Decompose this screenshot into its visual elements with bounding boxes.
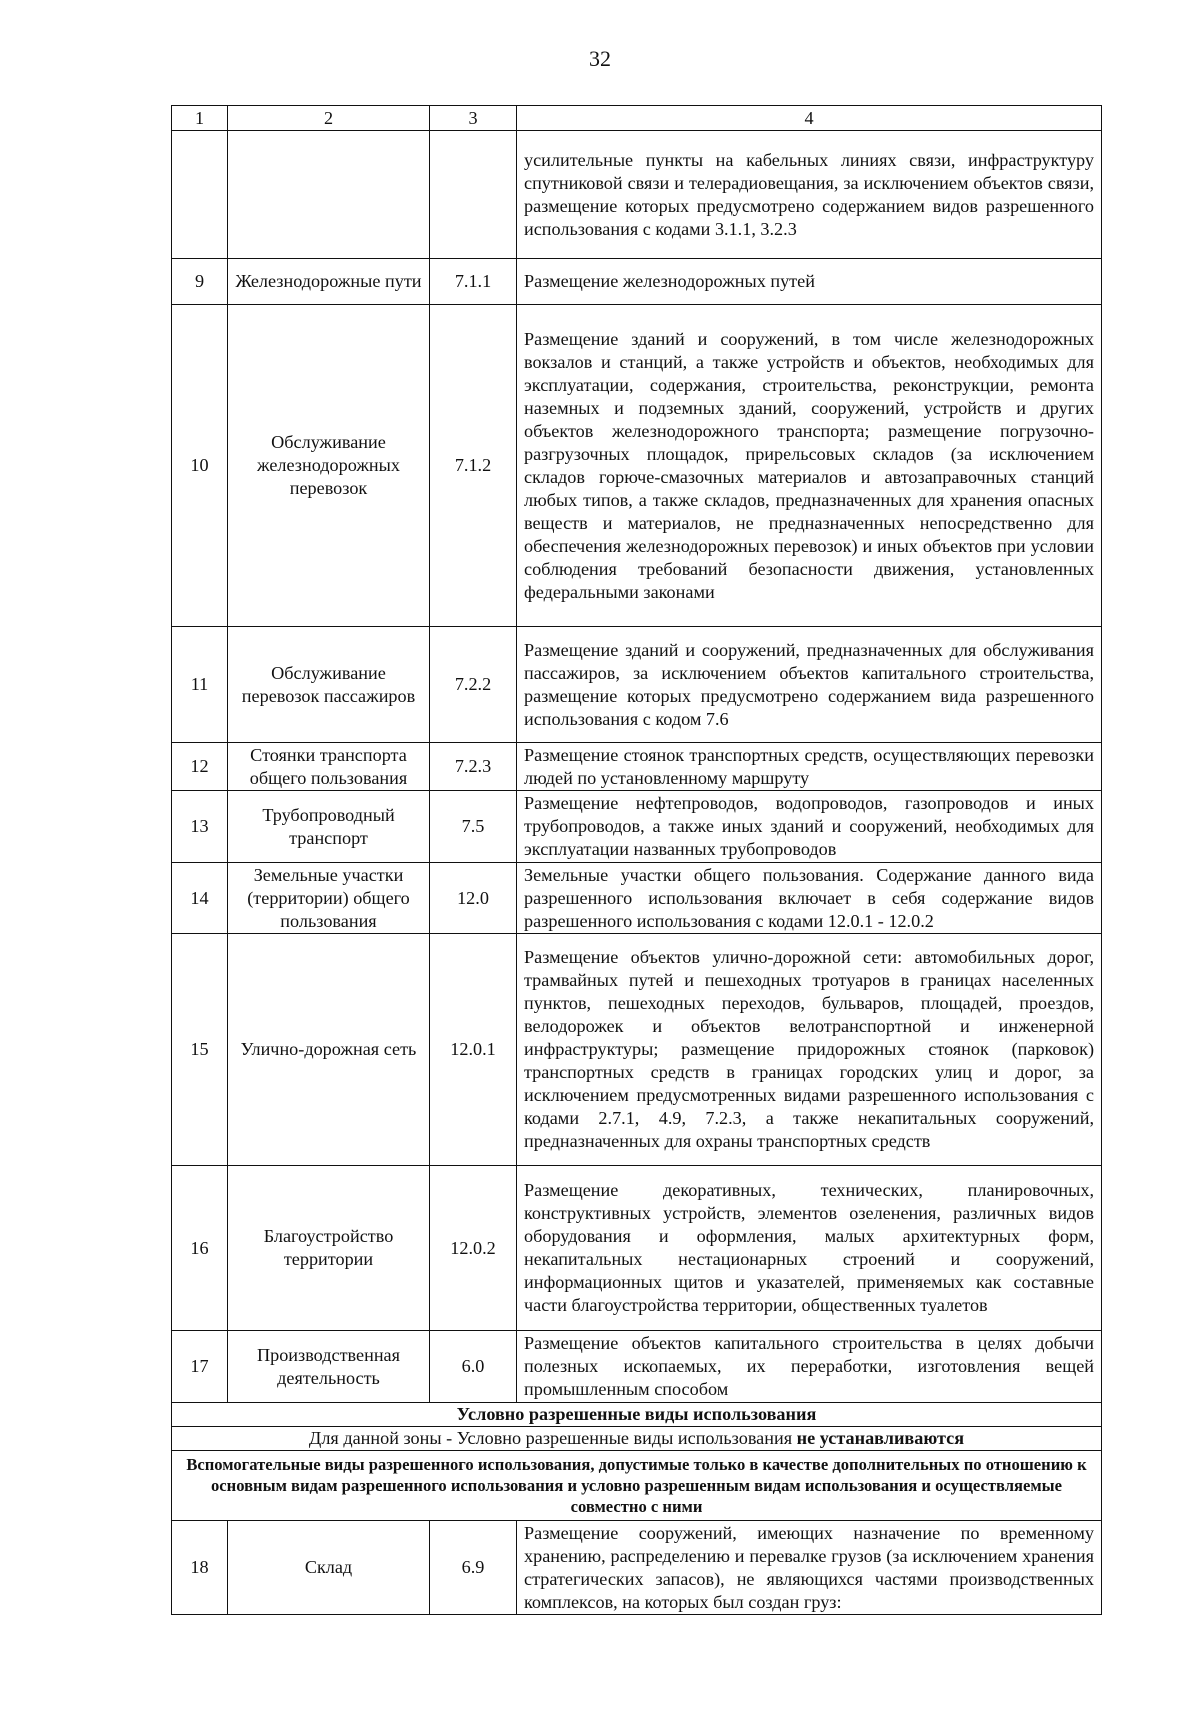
row-code: 7.2.3 <box>430 743 517 791</box>
table-row-continued <box>172 131 1102 259</box>
table-header-row <box>172 106 1102 131</box>
column-header-2: 2 <box>228 106 430 131</box>
row-name: Обслуживание перевозок пассажиров <box>228 627 430 743</box>
row-number: 10 <box>172 305 228 627</box>
row-code: 7.2.2 <box>430 627 517 743</box>
row-description: Размещение сооружений, имеющих назначение по временному хранению, распределению и перевалке грузов (за исключением хранения стратегических запасов), не являющихся частями производственных комплексов, на которых был создан груз: <box>517 1521 1102 1615</box>
row-name: Производственная деятельность <box>228 1331 430 1403</box>
table-row <box>172 934 1102 1166</box>
row-number: 14 <box>172 863 228 934</box>
row-name: Улично-дорожная сеть <box>228 934 430 1166</box>
row-description: Размещение объектов капитального строительства в целях добычи полезных ископаемых, их переработки, изготовления вещей промышленным способом <box>517 1331 1102 1403</box>
table-row <box>172 259 1102 305</box>
table-row <box>172 743 1102 791</box>
row-description: Размещение декоративных, технических, планировочных, конструктивных устройств, элементов озеленения, различных видов оборудования и оформления, малых архитектурных форм, некапитальных нестационарных строений и сооружений, информационных щитов и указателей, применяемых как составные части благоустройства территории, общественных туалетов <box>517 1166 1102 1331</box>
row-description: усилительные пункты на кабельных линиях связи, инфраструктуру спутниковой связи и телерадиовещания, за исключением объектов связи, размещение которых предусмотрено содержанием видов разрешенного использования с кодами 3.1.1, 3.2.3 <box>517 131 1102 259</box>
row-number: 17 <box>172 1331 228 1403</box>
row-code: 12.0.2 <box>430 1166 517 1331</box>
row-code: 6.0 <box>430 1331 517 1403</box>
row-name: Благоустройство территории <box>228 1166 430 1331</box>
row-number: 9 <box>172 259 228 305</box>
row-description: Земельные участки общего пользования. Содержание данного вида разрешенного использования включает в себя содержание видов разрешенного использования с кодами 12.0.1 - 12.0.2 <box>517 863 1102 934</box>
note-emphasis: не устанавливаются <box>796 1428 965 1448</box>
table-row <box>172 1166 1102 1331</box>
column-header-3: 3 <box>430 106 517 131</box>
table-row <box>172 627 1102 743</box>
row-number: 12 <box>172 743 228 791</box>
row-description: Размещение железнодорожных путей <box>517 259 1102 305</box>
section-note-row <box>172 1427 1102 1451</box>
row-name: Трубопроводный транспорт <box>228 791 430 863</box>
section-auxiliary-heading: Вспомогательные виды разрешенного использования, допустимые только в качестве дополнительных по отношению к основным видам разрешенного использования и условно разрешенным видам использования и осуществляемые совместно с ними <box>172 1451 1102 1521</box>
row-description: Размещение объектов улично-дорожной сети: автомобильных дорог, трамвайных путей и пешеходных тротуаров в границах населенных пунктов, пешеходных переходов, бульваров, площадей, проездов, велодорожек и объектов велотранспортной и инженерной инфраструктуры; размещение придорожных стоянок (парковок) транспортных средств в границах городских улиц и дорог, за исключением предусмотренных видами разрешенного использования с кодами 2.7.1, 4.9, 7.2.3, а также некапитальных сооружений, предназначенных для охраны транспортных средств <box>517 934 1102 1166</box>
table-row <box>172 1521 1102 1615</box>
section-heading-row <box>172 1403 1102 1427</box>
table-row <box>172 791 1102 863</box>
row-name: Стоянки транспорта общего пользования <box>228 743 430 791</box>
row-code: 7.5 <box>430 791 517 863</box>
row-description: Размещение зданий и сооружений, в том числе железнодорожных вокзалов и станций, а также устройств и объектов, необходимых для эксплуатации, содержания, строительства, реконструкции, ремонта наземных и подземных зданий, сооружений, устройств и других объектов железнодорожного транспорта; размещение погрузочно-разгрузочных площадок, прирельсовых складов (за исключением складов горюче-смазочных материалов и автозаправочных станций любых типов, а также складов, предназначенных для хранения опасных веществ и материалов, не предназначенных непосредственно для обеспечения железнодорожных перевозок) и иных объектов при условии соблюдения требований безопасности движения, установленных федеральными законами <box>517 305 1102 627</box>
row-number: 13 <box>172 791 228 863</box>
section-conditional-note <box>172 1427 1102 1451</box>
note-text: Для данной зоны - Условно разрешенные виды использования <box>308 1428 797 1448</box>
column-header-1: 1 <box>172 106 228 131</box>
row-name: Склад <box>228 1521 430 1615</box>
page-number: 32 <box>589 46 611 71</box>
row-number: 16 <box>172 1166 228 1331</box>
row-number: 15 <box>172 934 228 1166</box>
section-heading-row <box>172 1451 1102 1521</box>
row-code: 7.1.2 <box>430 305 517 627</box>
row-name: Обслуживание железнодорожных перевозок <box>228 305 430 627</box>
row-description: Размещение зданий и сооружений, предназначенных для обслуживания пассажиров, за исключением объектов капитального строительства, размещение которых предусмотрено содержанием вида разрешенного использования с кодом 7.6 <box>517 627 1102 743</box>
row-code: 12.0 <box>430 863 517 934</box>
table-row <box>172 305 1102 627</box>
table-row <box>172 863 1102 934</box>
section-conditional-heading: Условно разрешенные виды использования <box>172 1403 1102 1427</box>
row-code: 6.9 <box>430 1521 517 1615</box>
row-description: Размещение стоянок транспортных средств, осуществляющих перевозки людей по установленному маршруту <box>517 743 1102 791</box>
row-name: Земельные участки (территории) общего пользования <box>228 863 430 934</box>
land-use-table <box>171 105 1102 1615</box>
row-name: Железнодорожные пути <box>228 259 430 305</box>
row-code: 12.0.1 <box>430 934 517 1166</box>
column-header-4: 4 <box>517 106 1102 131</box>
row-description: Размещение нефтепроводов, водопроводов, газопроводов и иных трубопроводов, а также иных зданий и сооружений, необходимых для эксплуатации названных трубопроводов <box>517 791 1102 863</box>
row-number: 11 <box>172 627 228 743</box>
row-number: 18 <box>172 1521 228 1615</box>
row-code: 7.1.1 <box>430 259 517 305</box>
table-row <box>172 1331 1102 1403</box>
